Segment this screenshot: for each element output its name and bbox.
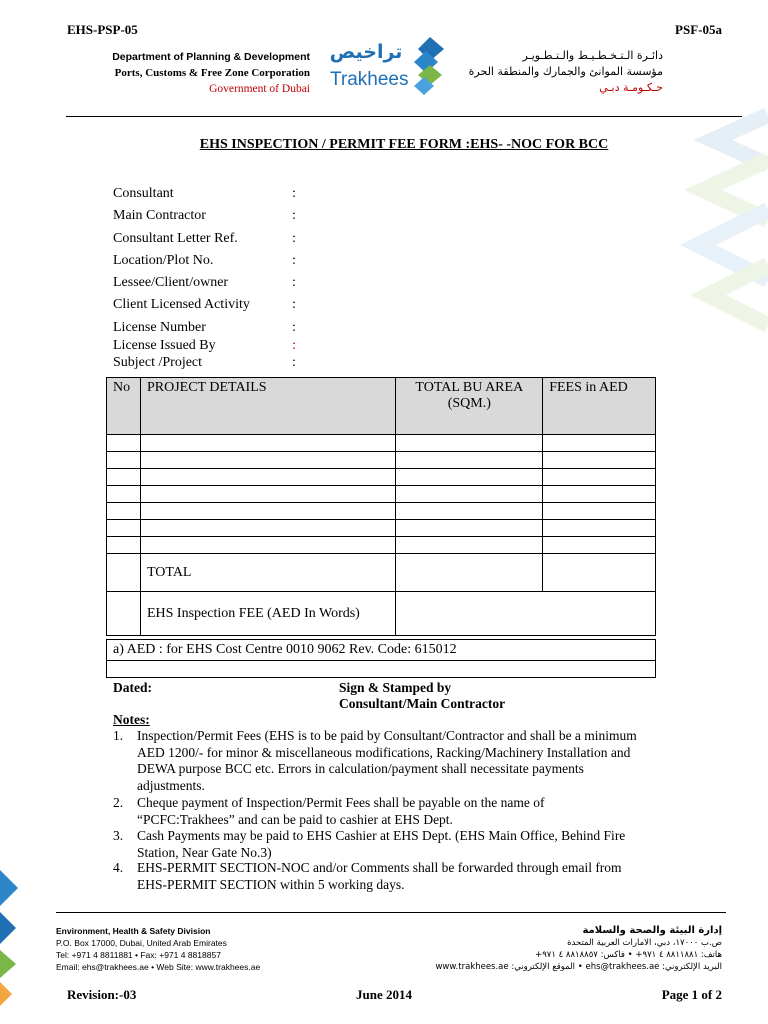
field-consultant-label: Consultant — [113, 186, 174, 201]
logo-english-text: Trakhees — [330, 69, 409, 90]
footer-address: P.O. Box 17000, Dubai, United Arab Emirates — [56, 938, 227, 948]
form-code: PSF-05a — [675, 22, 722, 37]
note-number: 4. — [113, 860, 124, 875]
cost-centre-text: a) AED : for EHS Cost Centre 0010 9062 Rev. Code: 615012 — [107, 640, 656, 661]
department-block — [110, 49, 310, 97]
note-line: EHS-PERMIT SECTION-NOC and/or Comments shall be forwarded through email from — [137, 860, 622, 875]
arabic-line-2: مؤسسة الموانئ والجمارك والمنطقة الحرة — [468, 65, 663, 78]
note-line: Station, Near Gate No.3) — [137, 844, 272, 860]
footer-phone: Tel: +971 4 8811881 • Fax: +971 4 8818857 — [56, 950, 221, 960]
dept-line-3: Government of Dubai — [209, 83, 310, 95]
note-line: AED 1200/- for minor & miscellaneous modifications, Racking/Machinery Installation and — [137, 744, 631, 760]
arabic-line-1: دائـرة الـتـخـطـيـط والـتـطـويـر — [522, 49, 663, 62]
field-subject-project-label: Subject /Project — [113, 355, 203, 370]
note-line: EHS-PERMIT SECTION within 5 working days. — [137, 876, 405, 892]
header-project-details: PROJECT DETAILS — [140, 378, 395, 435]
note-line: Cheque payment of Inspection/Permit Fees shall be payable on the name of — [137, 795, 545, 810]
table-row — [107, 520, 656, 537]
header-total-bu-area: TOTAL BU AREA (SQM.) — [396, 378, 543, 435]
footer-date: June 2014 — [356, 987, 412, 1002]
note-line: “PCFC:Trakhees” and can be paid to cashier at EHS Dept. — [137, 811, 453, 827]
footer-division: Environment, Health & Safety Division — [56, 926, 211, 936]
cost-centre-table — [106, 639, 656, 678]
field-colon: : — [292, 231, 296, 246]
table-row — [107, 486, 656, 503]
field-colon: : — [292, 320, 296, 335]
table-row — [107, 537, 656, 554]
note-line: Inspection/Permit Fees (EHS is to be paid by Consultant/Contractor and shall be a minimum — [137, 728, 637, 743]
field-colon: : — [292, 186, 296, 201]
total-row — [107, 554, 656, 592]
decorative-chevrons-left — [0, 860, 22, 1010]
field-lessee-client-label: Lessee/Client/owner — [113, 275, 229, 290]
note-1 — [137, 728, 637, 794]
header-fees: FEES in AED — [543, 378, 656, 435]
footer-contact-english — [56, 925, 260, 973]
total-label: TOTAL — [140, 554, 395, 592]
table-row — [107, 435, 656, 452]
note-number: 2. — [113, 795, 124, 810]
inspection-fee-label: EHS Inspection FEE (AED In Words) — [140, 592, 395, 636]
inspection-fee-row — [107, 592, 656, 636]
logo-diamonds-icon — [410, 35, 446, 97]
table-row — [107, 469, 656, 486]
table-row — [107, 452, 656, 469]
field-colon: : — [292, 355, 296, 370]
note-2 — [137, 795, 545, 828]
field-location-plot-label: Location/Plot No. — [113, 253, 214, 268]
dated-label: Dated: — [113, 680, 152, 695]
arabic-department-block — [458, 48, 663, 96]
field-license-number-label: License Number — [113, 320, 206, 335]
table-row — [107, 503, 656, 520]
field-main-contractor-label: Main Contractor — [113, 208, 206, 223]
footer-ar-division: إدارة البيئة والصحة والسلامة — [582, 925, 722, 936]
arabic-line-3: حـكـومـة دبـي — [599, 81, 663, 94]
footer-ar-address: ص.ب ١٧٠٠٠، دبي، الامارات العربية المتحدة — [567, 938, 722, 948]
form-title: EHS INSPECTION / PERMIT FEE FORM :EHS- -NOC FOR BCC — [199, 137, 609, 152]
footer-ar-phone: هاتف: ٨٨١١٨٨١ ٤ ٩٧١+ • فاكس: ٨٨١٨٨٥٧ ٤ ٩٧١+ — [535, 950, 722, 960]
header-no: No — [107, 378, 141, 435]
field-colon: : — [292, 338, 296, 353]
note-line: Cash Payments may be paid to EHS Cashier at EHS Dept. (EHS Main Office, Behind Fire — [137, 828, 626, 843]
trakhees-logo — [326, 35, 446, 97]
dept-line-2: Ports, Customs & Free Zone Corporation — [114, 67, 310, 79]
document-code: EHS-PSP-05 — [67, 22, 138, 37]
note-4 — [137, 860, 622, 893]
field-colon: : — [292, 275, 296, 290]
revision-label: Revision:-03 — [67, 987, 137, 1002]
notes-heading: Notes: — [113, 712, 150, 727]
footer-rule — [56, 912, 726, 913]
sign-stamp-line-2: Consultant/Main Contractor — [339, 696, 506, 711]
footer-ar-email: البريد الإلكتروني: ehs@trakhees.ae • الموقع الإلكتروني: www.trakhees.ae — [435, 962, 722, 972]
field-consultant-letter-ref-label: Consultant Letter Ref. — [113, 231, 238, 246]
field-client-licensed-activity-label: Client Licensed Activity — [113, 297, 250, 312]
field-colon: : — [292, 297, 296, 312]
note-number: 3. — [113, 828, 124, 843]
logo-arabic-text: تراخيص — [329, 41, 403, 63]
dept-line-1: Department of Planning & Development — [112, 51, 310, 63]
field-colon: : — [292, 253, 296, 268]
field-license-issued-by-label: License Issued By — [113, 338, 216, 353]
page-number: Page 1 of 2 — [661, 987, 722, 1002]
table-header-row — [107, 378, 656, 435]
note-line: DEWA purpose BCC etc. Errors in calculation/payment shall necessitate payments — [137, 761, 584, 776]
note-number: 1. — [113, 728, 124, 743]
project-details-table — [106, 377, 656, 636]
footer-email: Email: ehs@trakhees.ae • Web Site: www.trakhees.ae — [56, 962, 261, 972]
note-line: adjustments. — [137, 777, 205, 793]
sign-stamp-line-1: Sign & Stamped by — [339, 680, 452, 695]
note-3 — [137, 828, 625, 861]
field-colon: : — [292, 208, 296, 223]
footer-contact-arabic — [430, 925, 722, 973]
